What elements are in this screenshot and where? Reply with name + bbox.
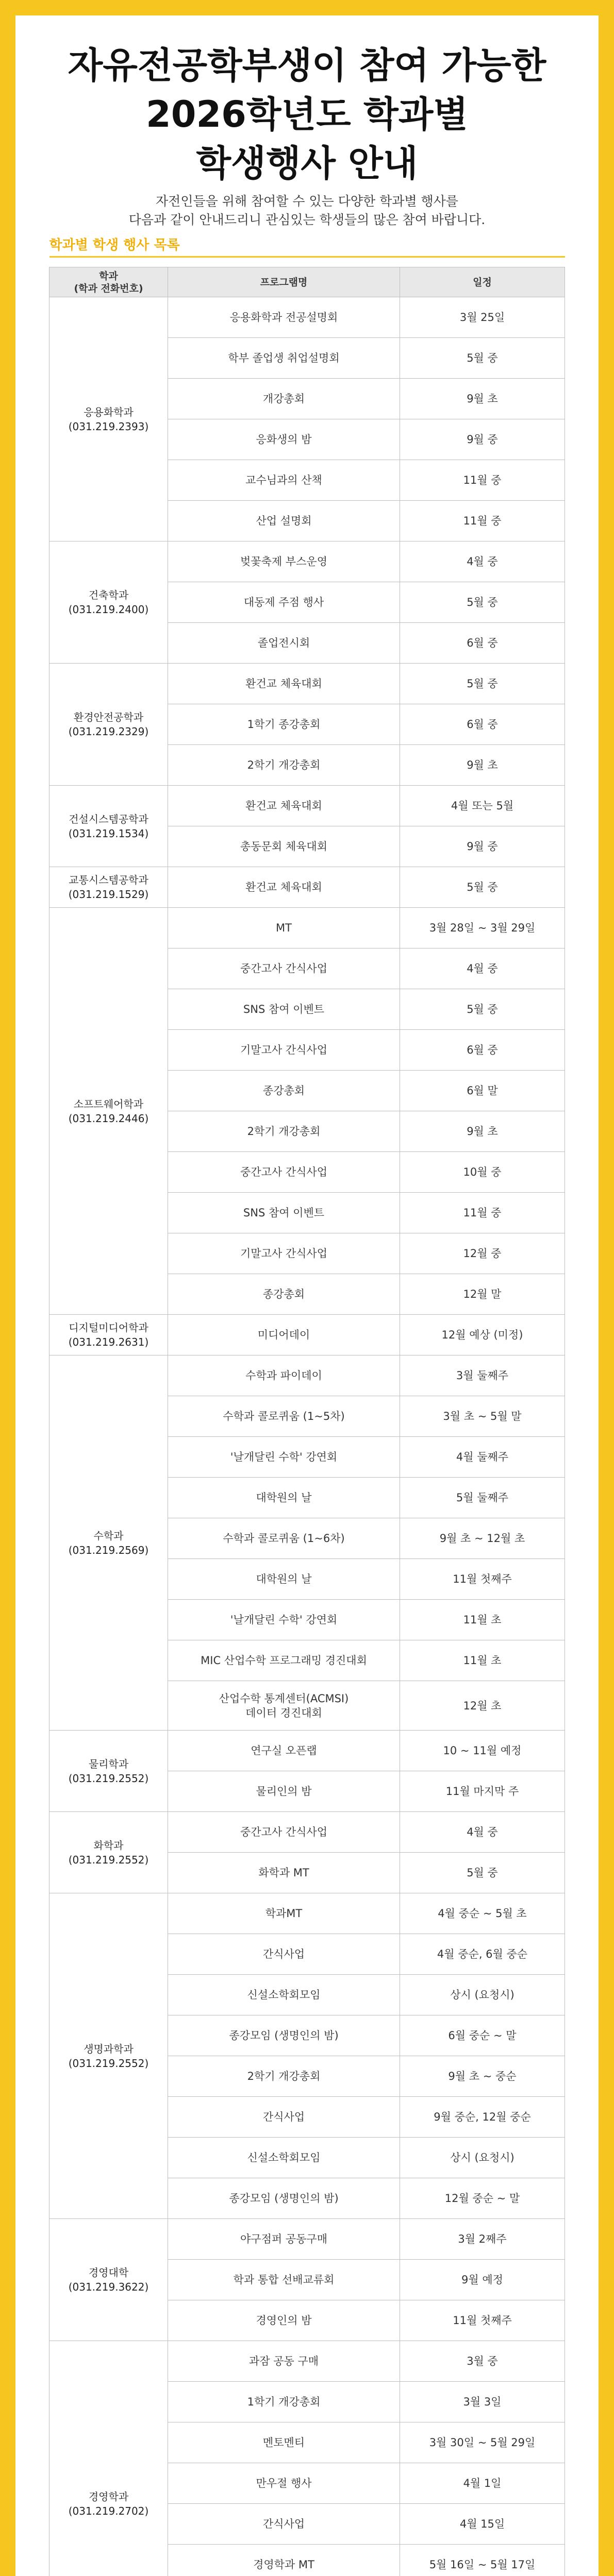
program-cell: 환건교 체육대회 [168,786,400,826]
table-row [49,541,565,582]
dept-phone: (031.219.1534) [68,827,149,840]
program-cell: 종강모임 (생명인의 밤) [168,2015,400,2056]
program-cell: 경영인의 밤 [168,2300,400,2341]
program-cell: '날개달린 수학' 강연회 [168,1437,400,1478]
dept-phone: (031.219.2631) [68,1336,149,1348]
dept-cell [49,1812,168,1893]
table-row [49,908,565,948]
dept-name: 디지털미디어학과 [69,1321,148,1334]
schedule-cell: 4월 15일 [400,2504,565,2545]
program-cell: 중간고사 간식사업 [168,948,400,989]
header-dept-phone-label: (학과 전화번호) [74,282,143,294]
table-row [49,786,565,826]
dept-phone: (031.219.2400) [68,603,149,616]
dept-cell [49,1731,168,1812]
program-cell: 연구실 오픈랩 [168,1731,400,1771]
schedule-cell: 4월 중 [400,541,565,582]
dept-name: 환경안전공학과 [73,711,144,723]
title-line: 자유전공학부생이 참여 가능한 [68,44,546,87]
dept-name: 생명과학과 [84,2042,134,2055]
program-cell: 산업 설명회 [168,501,400,541]
program-cell: 학부 졸업생 취업설명회 [168,338,400,379]
program-cell: 2학기 개강총회 [168,745,400,786]
table-row [49,867,565,908]
program-cell: 종강총회 [168,1274,400,1315]
schedule-cell: 11월 초 [400,1640,565,1681]
program-cell: 벚꽃축제 부스운영 [168,541,400,582]
program-cell: 경영학과 MT [168,2545,400,2576]
section-header [49,236,565,258]
program-cell: 총동문회 체육대회 [168,826,400,867]
schedule-cell: 4월 1일 [400,2463,565,2504]
schedule-cell: 9월 초 [400,745,565,786]
table-row [49,1893,565,1934]
intro-line: 자전인들을 위해 참여할 수 있는 다양한 학과별 행사를 [156,194,458,209]
schedule-cell: 11월 중 [400,501,565,541]
program-cell: 야구점퍼 공동구매 [168,2219,400,2260]
table-row [49,297,565,338]
schedule-cell: 6월 중 [400,704,565,745]
program-cell: 교수님과의 산책 [168,460,400,501]
schedule-cell: 상시 (요청시) [400,1975,565,2015]
schedule-cell: 9월 초 ~ 중순 [400,2056,565,2097]
program-cell: 과잠 공동 구매 [168,2341,400,2382]
schedule-cell: 5월 중 [400,1853,565,1893]
schedule-cell: 11월 중 [400,1193,565,1233]
table-row [49,2341,565,2382]
events-table-body [49,297,565,2576]
program-cell: MT [168,908,400,948]
program-cell: 환건교 체육대회 [168,664,400,704]
program-cell: 개강총회 [168,379,400,419]
program-cell: 간식사업 [168,2097,400,2138]
header-row [49,267,565,297]
program-cell: 물리인의 밤 [168,1771,400,1812]
page-title [15,15,599,188]
program-cell: 신설소학회모임 [168,1975,400,2015]
header-schedule: 일정 [400,267,565,297]
table-row [49,664,565,704]
dept-cell [49,2219,168,2341]
schedule-cell: 3월 28일 ~ 3월 29일 [400,908,565,948]
dept-phone: (031.219.2552) [68,2057,149,2070]
program-cell: 2학기 개강총회 [168,1111,400,1152]
intro-text [15,192,599,229]
program-cell: 간식사업 [168,2504,400,2545]
dept-name: 건설시스템공학과 [69,812,148,825]
dept-phone: (031.219.1529) [68,888,149,901]
schedule-cell: 11월 중 [400,460,565,501]
program-cell: 수학과 파이데이 [168,1355,400,1396]
program-cell: 중간고사 간식사업 [168,1812,400,1853]
intro-line: 다음과 같이 안내드리니 관심있는 학생들의 많은 참여 바랍니다. [128,212,486,227]
dept-cell [49,297,168,541]
schedule-cell: 5월 중 [400,582,565,623]
schedule-cell: 4월 중순, 6월 중순 [400,1934,565,1975]
dept-name: 건축학과 [88,589,129,601]
program-cell: 대동제 주점 행사 [168,582,400,623]
schedule-cell: 5월 16일 ~ 5월 17일 [400,2545,565,2576]
schedule-cell: 3월 3일 [400,2382,565,2422]
schedule-cell: 상시 (요청시) [400,2138,565,2178]
schedule-cell: 3월 초 ~ 5월 말 [400,1396,565,1437]
program-cell: 환건교 체육대회 [168,867,400,908]
dept-name: 물리학과 [88,1757,129,1770]
schedule-cell: 3월 중 [400,2341,565,2382]
schedule-cell: 4월 중순 ~ 5월 초 [400,1893,565,1934]
dept-cell [49,1893,168,2219]
dept-cell [49,541,168,664]
schedule-cell: 9월 중 [400,826,565,867]
program-cell: 2학기 개강총회 [168,2056,400,2097]
schedule-cell: 5월 둘째주 [400,1478,565,1518]
dept-cell [49,1355,168,1731]
schedule-cell: 5월 중 [400,664,565,704]
schedule-cell: 4월 둘째주 [400,1437,565,1478]
content-panel [15,15,599,2576]
title-line: 2026학년도 학과별 [146,93,468,135]
dept-phone: (031.219.3622) [68,2281,149,2293]
program-cell: 중간고사 간식사업 [168,1152,400,1193]
program-cell: 학과 통합 선배교류회 [168,2260,400,2300]
dept-name: 응용화학과 [84,405,134,418]
program-cell: 산업수학 통계센터(ACMSI) 데이터 경진대회 [168,1681,400,1731]
dept-phone: (031.219.2329) [68,725,149,738]
dept-phone: (031.219.2552) [68,1853,149,1866]
program-cell: '날개달린 수학' 강연회 [168,1600,400,1640]
schedule-cell: 6월 말 [400,1071,565,1111]
schedule-cell: 5월 중 [400,989,565,1030]
program-cell: 신설소학회모임 [168,2138,400,2178]
schedule-cell: 12월 중순 ~ 말 [400,2178,565,2219]
schedule-cell: 11월 첫째주 [400,2300,565,2341]
program-cell: MIC 산업수학 프로그래밍 경진대회 [168,1640,400,1681]
schedule-cell: 12월 예상 (미정) [400,1315,565,1355]
dept-phone: (031.219.2552) [68,1772,149,1785]
program-cell: 기말고사 간식사업 [168,1030,400,1071]
table-row [49,1355,565,1396]
schedule-cell: 9월 초 [400,379,565,419]
program-cell: 1학기 개강총회 [168,2382,400,2422]
program-cell: SNS 참여 이벤트 [168,989,400,1030]
dept-cell [49,908,168,1315]
schedule-cell: 4월 또는 5월 [400,786,565,826]
schedule-cell: 5월 중 [400,867,565,908]
schedule-cell: 12월 초 [400,1681,565,1731]
schedule-cell: 5월 중 [400,338,565,379]
program-cell: 미디어데이 [168,1315,400,1355]
schedule-cell: 9월 초 ~ 12월 초 [400,1518,565,1559]
schedule-cell: 4월 중 [400,948,565,989]
program-cell: 수학과 콜로퀴움 (1~5차) [168,1396,400,1437]
program-cell: 멘토멘티 [168,2422,400,2463]
events-table-header [49,267,565,297]
schedule-cell: 12월 중 [400,1233,565,1274]
dept-name: 경영대학 [88,2266,129,2279]
schedule-cell: 3월 둘째주 [400,1355,565,1396]
program-cell: 대학원의 날 [168,1478,400,1518]
schedule-cell: 6월 중 [400,1030,565,1071]
schedule-cell: 9월 예정 [400,2260,565,2300]
program-cell: 만우절 행사 [168,2463,400,2504]
dept-cell [49,2341,168,2576]
header-dept [49,267,168,297]
schedule-cell: 12월 말 [400,1274,565,1315]
dept-cell [49,1315,168,1355]
dept-cell [49,786,168,867]
dept-phone: (031.219.2569) [68,1544,149,1556]
table-row [49,1315,565,1355]
schedule-cell: 9월 중 [400,419,565,460]
dept-cell [49,664,168,786]
schedule-cell: 6월 중순 ~ 말 [400,2015,565,2056]
dept-name: 화학과 [93,1839,124,1852]
program-cell: 종강총회 [168,1071,400,1111]
program-cell: 화학과 MT [168,1853,400,1893]
schedule-cell: 6월 중 [400,623,565,664]
dept-cell [49,867,168,908]
program-cell: 기말고사 간식사업 [168,1233,400,1274]
table-row [49,1812,565,1853]
program-cell: 1학기 종강총회 [168,704,400,745]
schedule-cell: 11월 초 [400,1600,565,1640]
schedule-cell: 3월 2째주 [400,2219,565,2260]
schedule-cell: 9월 중순, 12월 중순 [400,2097,565,2138]
header-program: 프로그램명 [168,267,400,297]
program-cell: 응용화학과 전공설명회 [168,297,400,338]
program-cell: 졸업전시회 [168,623,400,664]
table-row [49,1731,565,1771]
events-table [49,267,565,2576]
header-dept-label: 학과 [99,270,118,282]
schedule-cell: 10월 중 [400,1152,565,1193]
dept-name: 소프트웨어학과 [73,1097,144,1110]
dept-phone: (031.219.2446) [68,1112,149,1125]
table-row [49,2219,565,2260]
program-cell: 간식사업 [168,1934,400,1975]
section-heading: 학과별 학생 행사 목록 [49,238,180,253]
dept-name: 경영학과 [88,2490,129,2503]
program-cell: 수학과 콜로퀴움 (1~6차) [168,1518,400,1559]
schedule-cell: 9월 초 [400,1111,565,1152]
title-line: 학생행사 안내 [196,142,418,184]
program-cell: 응화생의 밤 [168,419,400,460]
schedule-cell: 4월 중 [400,1812,565,1853]
dept-name: 수학과 [93,1529,124,1542]
schedule-cell: 3월 30일 ~ 5월 29일 [400,2422,565,2463]
program-cell: 학과MT [168,1893,400,1934]
dept-phone: (031.219.2393) [68,420,149,433]
program-cell: 종강모임 (생명인의 밤) [168,2178,400,2219]
dept-name: 교통시스템공학과 [69,874,148,886]
program-cell: SNS 참여 이벤트 [168,1193,400,1233]
schedule-cell: 11월 마지막 주 [400,1771,565,1812]
schedule-cell: 10 ~ 11월 예정 [400,1731,565,1771]
dept-phone: (031.219.2702) [68,2504,149,2517]
schedule-cell: 3월 25일 [400,297,565,338]
program-cell: 대학원의 날 [168,1559,400,1600]
schedule-cell: 11월 첫째주 [400,1559,565,1600]
